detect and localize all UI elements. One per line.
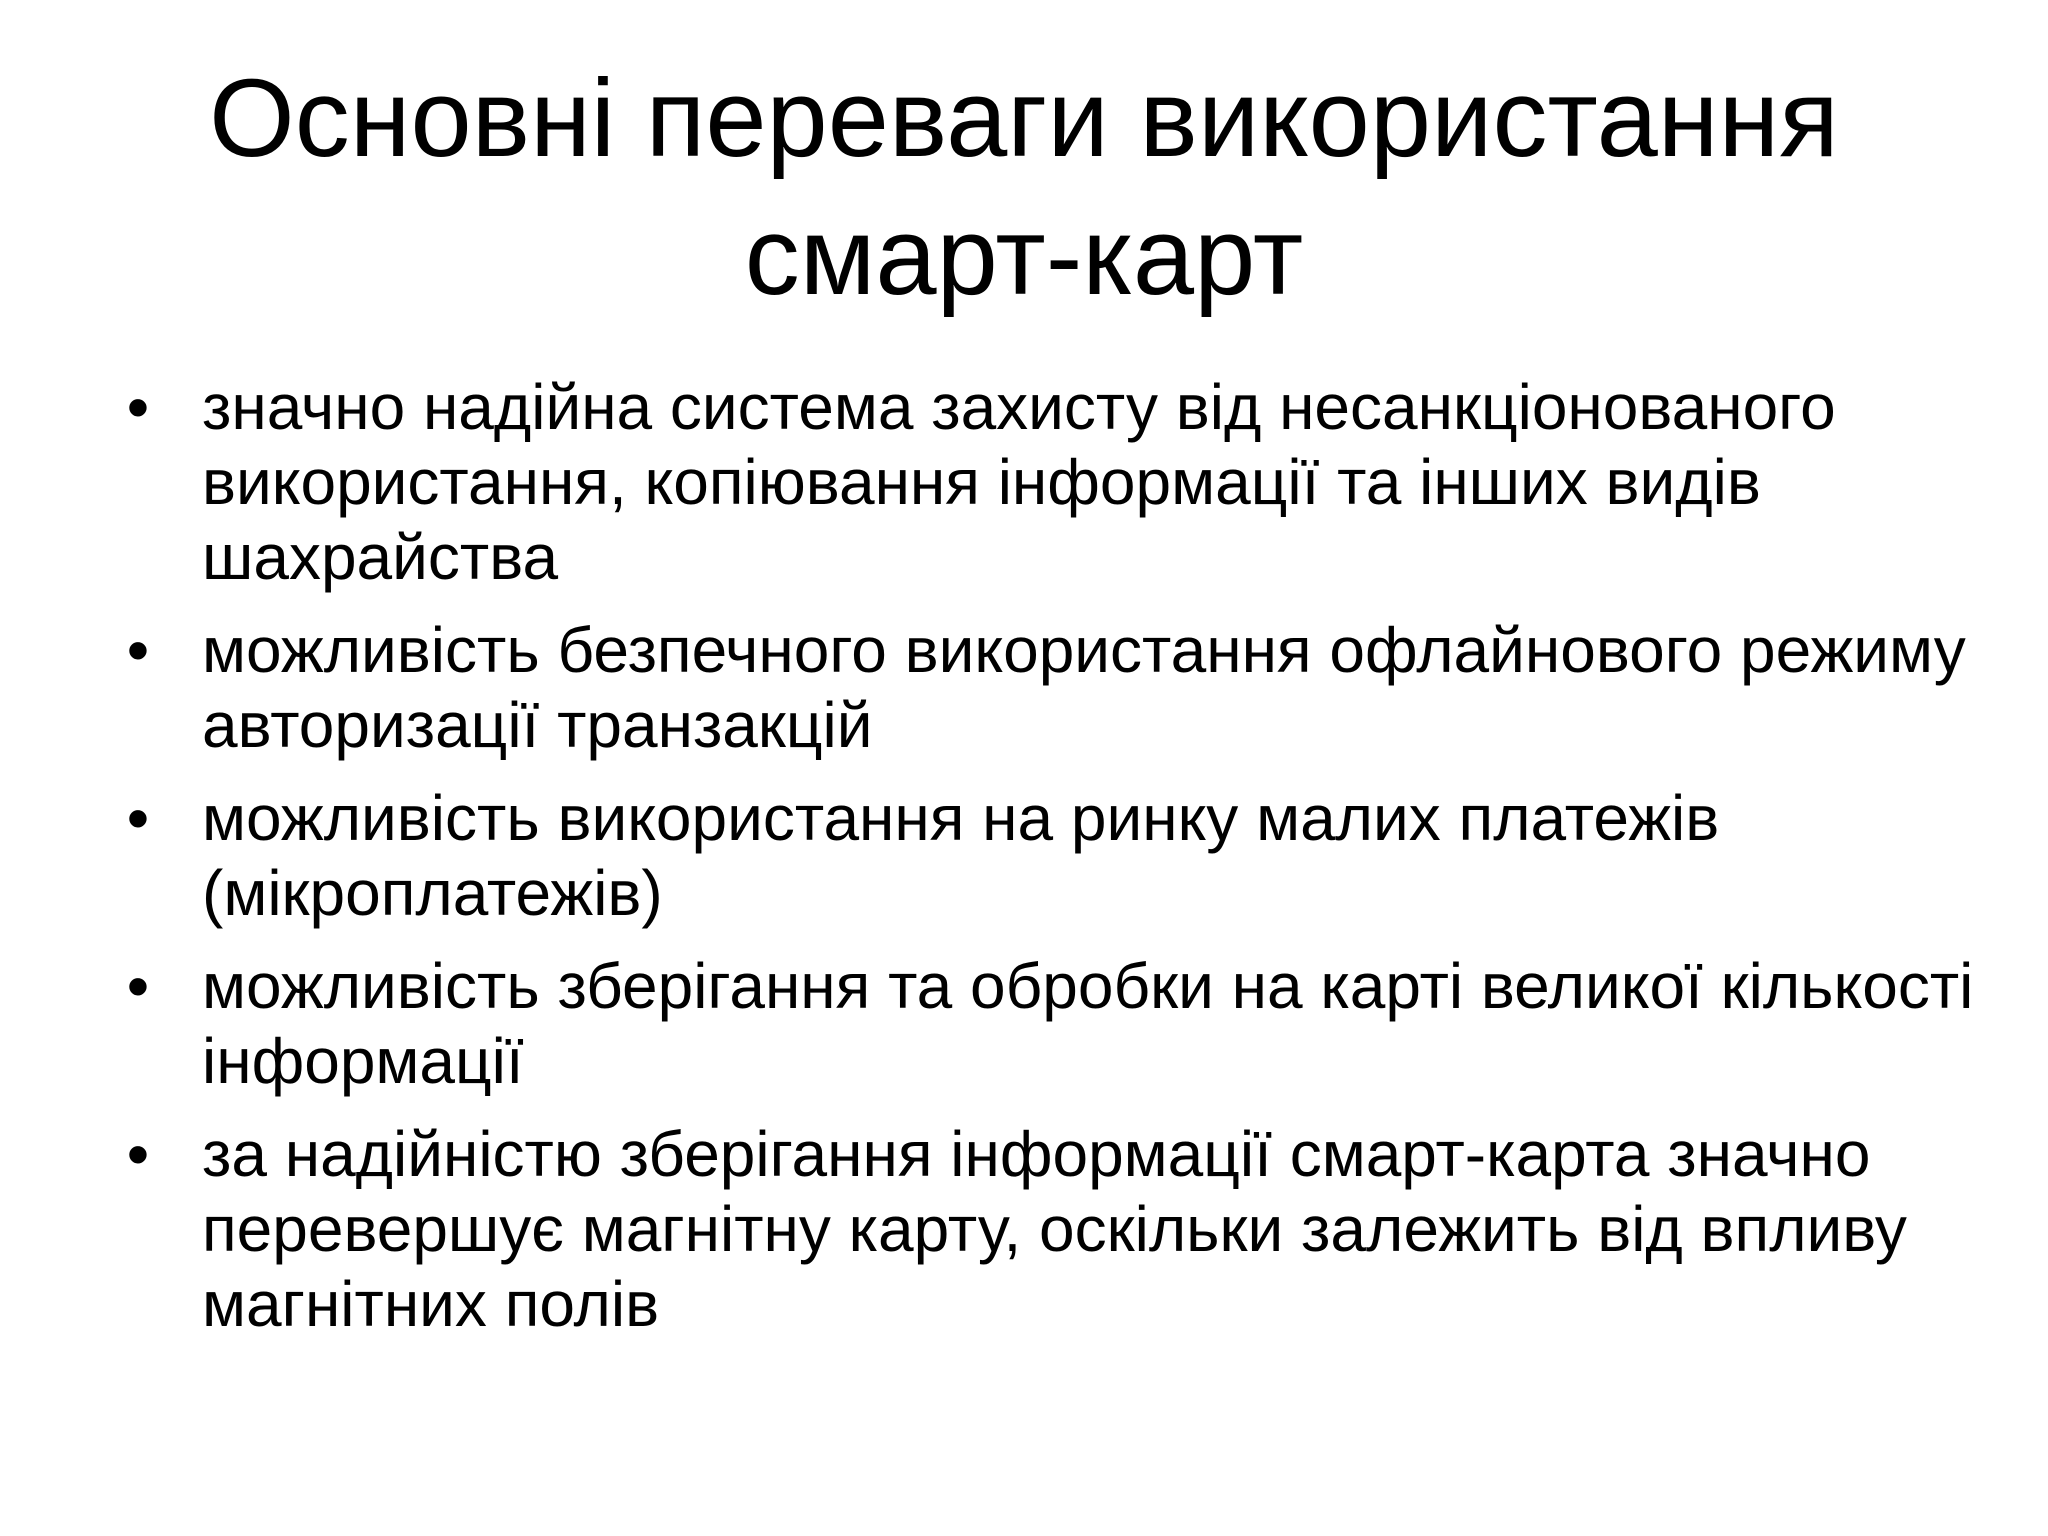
bullet-icon: •	[126, 1118, 150, 1190]
bullet-icon: •	[126, 614, 150, 686]
bullet-icon: •	[126, 950, 150, 1022]
bullet-text: за надійністю зберігання інформації смарт-карта значно перевершує магнітну карту, оскільки залежить від впливу магнітних полів	[202, 1118, 1907, 1340]
bullet-text: можливість безпечного використання офлайнового режиму авторизації транзакцій	[202, 614, 1966, 761]
bullet-item	[118, 370, 1978, 595]
bullet-item	[118, 949, 1978, 1099]
bullet-text: значно надійна система захисту від несанкціонованого використання, копіювання інформації та інших видів шахрайства	[202, 371, 1836, 593]
bullet-icon: •	[126, 371, 150, 443]
slide-title: Основні переваги використання смарт-карт	[209, 57, 1839, 318]
bullet-item	[118, 613, 1978, 763]
bullet-icon: •	[126, 782, 150, 854]
bullet-item	[118, 781, 1978, 931]
bullet-item	[118, 1117, 1978, 1342]
bullet-text: можливість зберігання та обробки на карті великої кількості інформації	[202, 950, 1974, 1097]
bullet-text: можливість використання на ринку малих платежів (мікроплатежів)	[202, 782, 1720, 929]
bullet-list	[118, 370, 1978, 1360]
